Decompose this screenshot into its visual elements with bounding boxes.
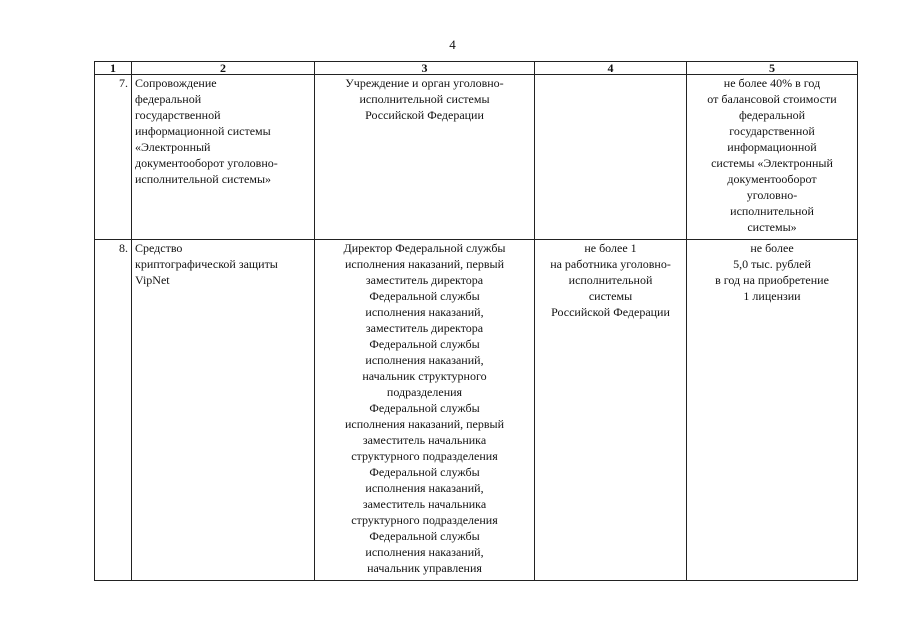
quantity-cell: [535, 240, 687, 581]
quantity-text: не более 1 на работника уголовно- исполнительной системы Российской Федерации: [550, 241, 671, 319]
row-number-cell: [95, 75, 132, 240]
item-name: Сопровождение федеральной государственной информационной системы «Электронный документооборот уголовно- исполнительной системы»: [135, 76, 278, 186]
column-header: 4: [535, 62, 687, 75]
table-row: [95, 75, 858, 240]
norms-table: [94, 61, 858, 581]
price-text: не более 5,0 тыс. рублей в год на приобретение 1 лицензии: [715, 241, 829, 303]
column-header: 1: [95, 62, 132, 75]
column-header: 3: [315, 62, 535, 75]
column-header: 5: [687, 62, 858, 75]
positions-cell: [315, 75, 535, 240]
page-number: 4: [449, 37, 456, 52]
positions-text: Учреждение и орган уголовно- исполнительной системы Российской Федерации: [345, 76, 504, 122]
item-name-cell: [132, 75, 315, 240]
column-header: 2: [132, 62, 315, 75]
positions-cell: [315, 240, 535, 581]
positions-text: Директор Федеральной службы исполнения наказаний, первый заместитель директора Федеральной службы исполнения наказаний, заместитель директора Федеральной службы исполнения наказаний, начальник структурного подразделения Федеральной службы исполнения наказаний, первый заместитель начальника структурного подразделения Федеральной службы исполнения наказаний, заместитель начальника структурного подразделения Федеральной службы исполнения наказаний, начальник управления: [343, 241, 506, 575]
row-number: 8.: [119, 241, 128, 255]
table-row: [95, 240, 858, 581]
quantity-cell: [535, 75, 687, 240]
row-number-cell: [95, 240, 132, 581]
price-cell: [687, 240, 858, 581]
price-cell: [687, 75, 858, 240]
item-name-cell: [132, 240, 315, 581]
price-text: не более 40% в год от балансовой стоимости федеральной государственной информационной системы «Электронный документооборот уголовно- исполнительной системы»: [707, 76, 837, 234]
row-number: 7.: [119, 76, 128, 90]
item-name: Средство криптографической защиты VipNet: [135, 241, 278, 287]
table-header-row: [95, 62, 858, 75]
